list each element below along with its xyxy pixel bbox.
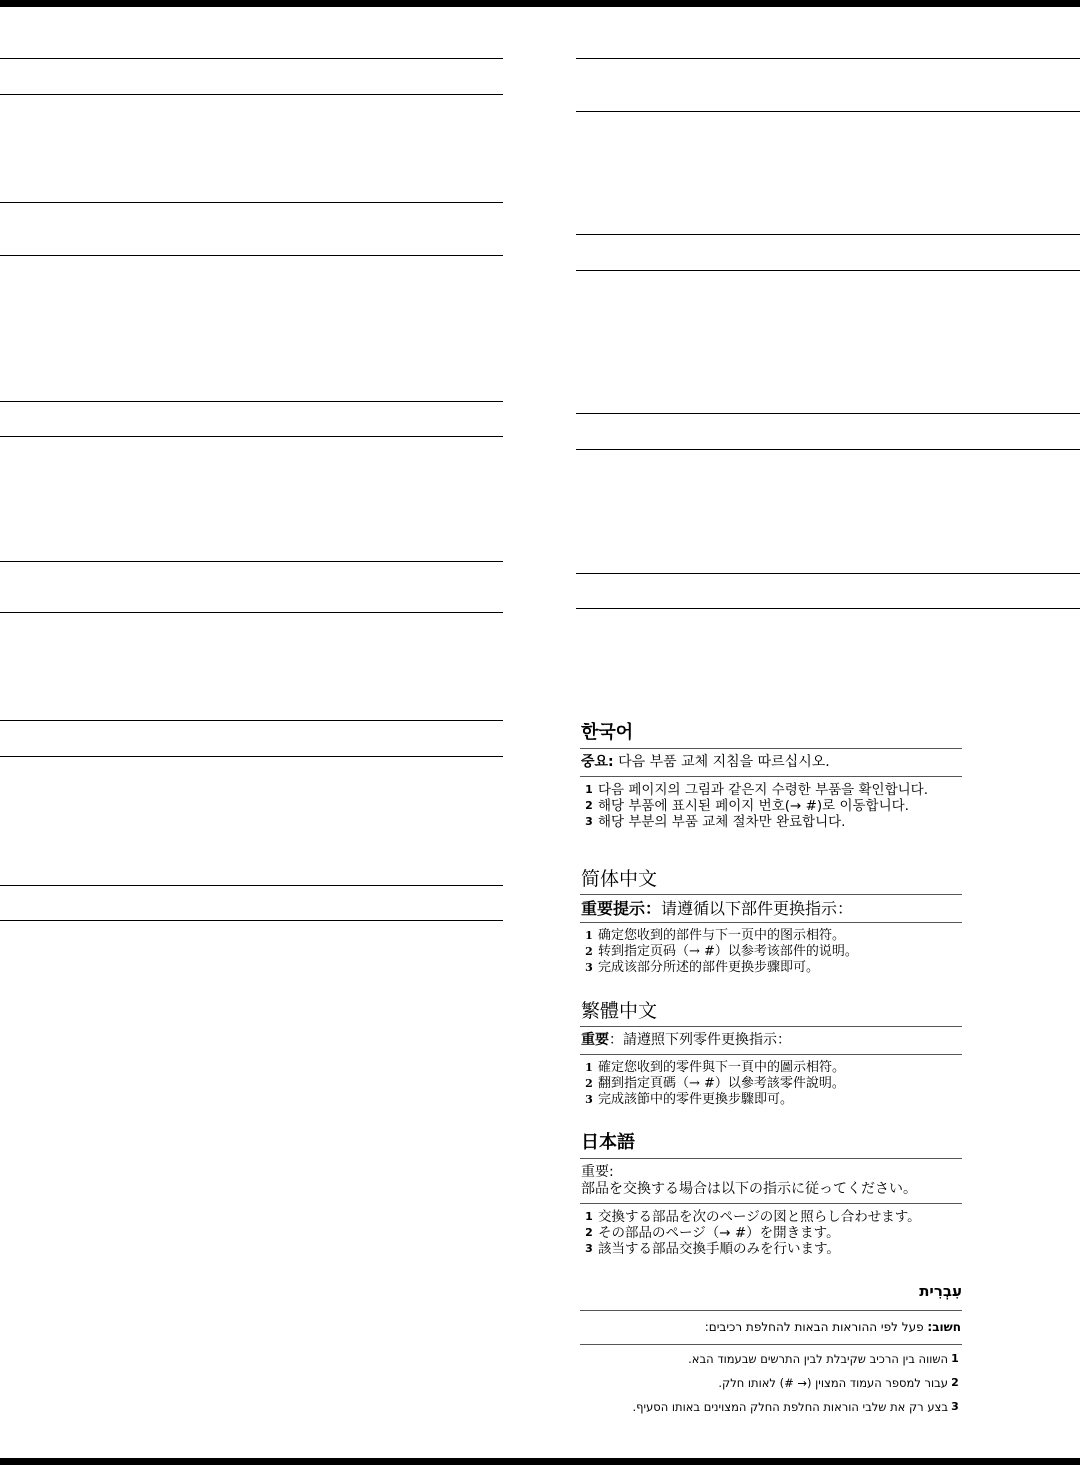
step-text: 다음 페이지의 그림과 같은지 수령한 부품을 확인합니다. <box>598 782 928 798</box>
steps-list <box>580 1345 962 1419</box>
step-text: 完成該節中的零件更換步驟即可。 <box>598 1092 794 1107</box>
important-label: 重要提示： <box>581 899 662 918</box>
step-item <box>580 928 962 944</box>
step-number: 2 <box>951 1376 959 1389</box>
step-number: 2 <box>585 799 593 812</box>
step-text: 转到指定页码（→ #）以参考该部件的说明。 <box>598 944 858 959</box>
step-number: 1 <box>585 783 593 796</box>
step-number: 1 <box>585 1061 593 1074</box>
step-item <box>580 1395 962 1419</box>
step-item <box>580 1347 962 1371</box>
table-rule <box>576 234 1080 235</box>
table-rule <box>0 920 503 921</box>
important-label: 중요: <box>581 754 614 770</box>
important-note <box>580 894 962 923</box>
steps-list <box>580 1204 962 1257</box>
step-number: 1 <box>585 929 593 942</box>
steps-list <box>580 1055 962 1108</box>
step-item <box>580 1241 962 1257</box>
table-rule <box>0 720 503 721</box>
important-text: ：請遵照下列零件更換指示： <box>609 1032 791 1048</box>
table-rule <box>576 573 1080 574</box>
table-rule <box>576 270 1080 271</box>
section-title: 繁體中文 <box>581 1000 658 1022</box>
important-text: 部品を交換する場合は以下の指示に従ってください。 <box>581 1181 917 1197</box>
section-title: 한국어 <box>581 722 634 743</box>
section-traditional-chinese <box>580 1000 962 1108</box>
important-note <box>580 1026 962 1055</box>
steps-list <box>580 923 962 976</box>
step-item <box>580 782 962 798</box>
table-rule <box>0 202 503 203</box>
table-rule <box>0 401 503 402</box>
step-item <box>580 1060 962 1076</box>
important-text: 다음 부품 교체 지침을 따르십시오. <box>618 754 830 770</box>
table-rule <box>576 413 1080 414</box>
step-number: 3 <box>585 961 593 974</box>
step-text: עבור למספר העמוד המצוין (→ #) לאותו חלק. <box>718 1376 948 1390</box>
step-number: 1 <box>585 1210 593 1223</box>
step-text: השווה בין הרכיב שקיבלת לבין התרשים שבעמוד הבא. <box>688 1352 948 1366</box>
table-rule <box>0 94 503 95</box>
step-item <box>580 1076 962 1092</box>
section-title: עִבְרִית <box>919 1282 962 1300</box>
table-rule <box>0 612 503 613</box>
step-item <box>580 960 962 976</box>
important-label: חשוב: <box>927 1320 961 1334</box>
section-title: 日本語 <box>581 1132 635 1153</box>
step-number: 2 <box>585 945 593 958</box>
step-number: 2 <box>585 1077 593 1090</box>
step-text: 完成该部分所述的部件更换步骤即可。 <box>598 960 820 975</box>
step-item <box>580 814 962 830</box>
table-rule <box>576 608 1080 609</box>
important-text: 请遵循以下部件更换指示： <box>661 899 854 918</box>
table-rule <box>576 449 1080 450</box>
step-item <box>580 798 962 814</box>
important-note <box>580 1310 962 1345</box>
table-rule <box>0 58 503 59</box>
important-note <box>580 1158 962 1204</box>
step-text: 翻到指定頁碼（→ #）以參考該零件說明。 <box>598 1076 845 1091</box>
important-text: פעל לפי ההוראות הבאות להחלפת רכיבים: <box>704 1320 924 1334</box>
step-item <box>580 1225 962 1241</box>
step-number: 3 <box>585 1093 593 1106</box>
step-text: その部品のページ（→ #）を開きます。 <box>598 1225 840 1241</box>
table-rule <box>576 111 1080 112</box>
step-number: 3 <box>585 815 593 828</box>
important-label: 重要 <box>581 1032 609 1048</box>
section-korean <box>580 722 962 830</box>
top-border-bar <box>0 0 1080 7</box>
table-rule <box>0 561 503 562</box>
step-text: בצע רק את שלבי הוראות החלפת החלק המצוינים באותו הסעיף. <box>632 1400 948 1414</box>
table-rule <box>0 885 503 886</box>
table-rule <box>576 58 1080 59</box>
step-item <box>580 1371 962 1395</box>
table-rule <box>0 255 503 256</box>
step-number: 2 <box>585 1226 593 1239</box>
table-rule <box>0 756 503 757</box>
section-title: 简体中文 <box>581 868 658 890</box>
step-text: 해당 부품에 표시된 페이지 번호(→ #)로 이동합니다. <box>598 798 909 814</box>
step-text: 交換する部品を次のページの図と照らし合わせます。 <box>598 1209 921 1225</box>
step-item <box>580 1092 962 1108</box>
important-label: 重要: <box>581 1164 614 1180</box>
step-item <box>580 1209 962 1225</box>
step-text: 確定您收到的零件與下一頁中的圖示相符。 <box>598 1060 846 1075</box>
table-rule <box>0 436 503 437</box>
step-number: 1 <box>951 1352 959 1365</box>
step-text: 該当する部品交換手順のみを行います。 <box>598 1241 840 1257</box>
section-hebrew <box>580 1280 962 1419</box>
step-number: 3 <box>951 1400 959 1413</box>
step-text: 确定您收到的部件与下一页中的图示相符。 <box>598 928 846 943</box>
step-text: 해당 부분의 부품 교체 절차만 완료합니다. <box>598 814 846 830</box>
section-simplified-chinese <box>580 868 962 976</box>
step-item <box>580 944 962 960</box>
section-japanese <box>580 1132 962 1257</box>
important-note <box>580 748 962 777</box>
bottom-border-bar <box>0 1458 1080 1465</box>
steps-list <box>580 777 962 830</box>
step-number: 3 <box>585 1242 593 1255</box>
